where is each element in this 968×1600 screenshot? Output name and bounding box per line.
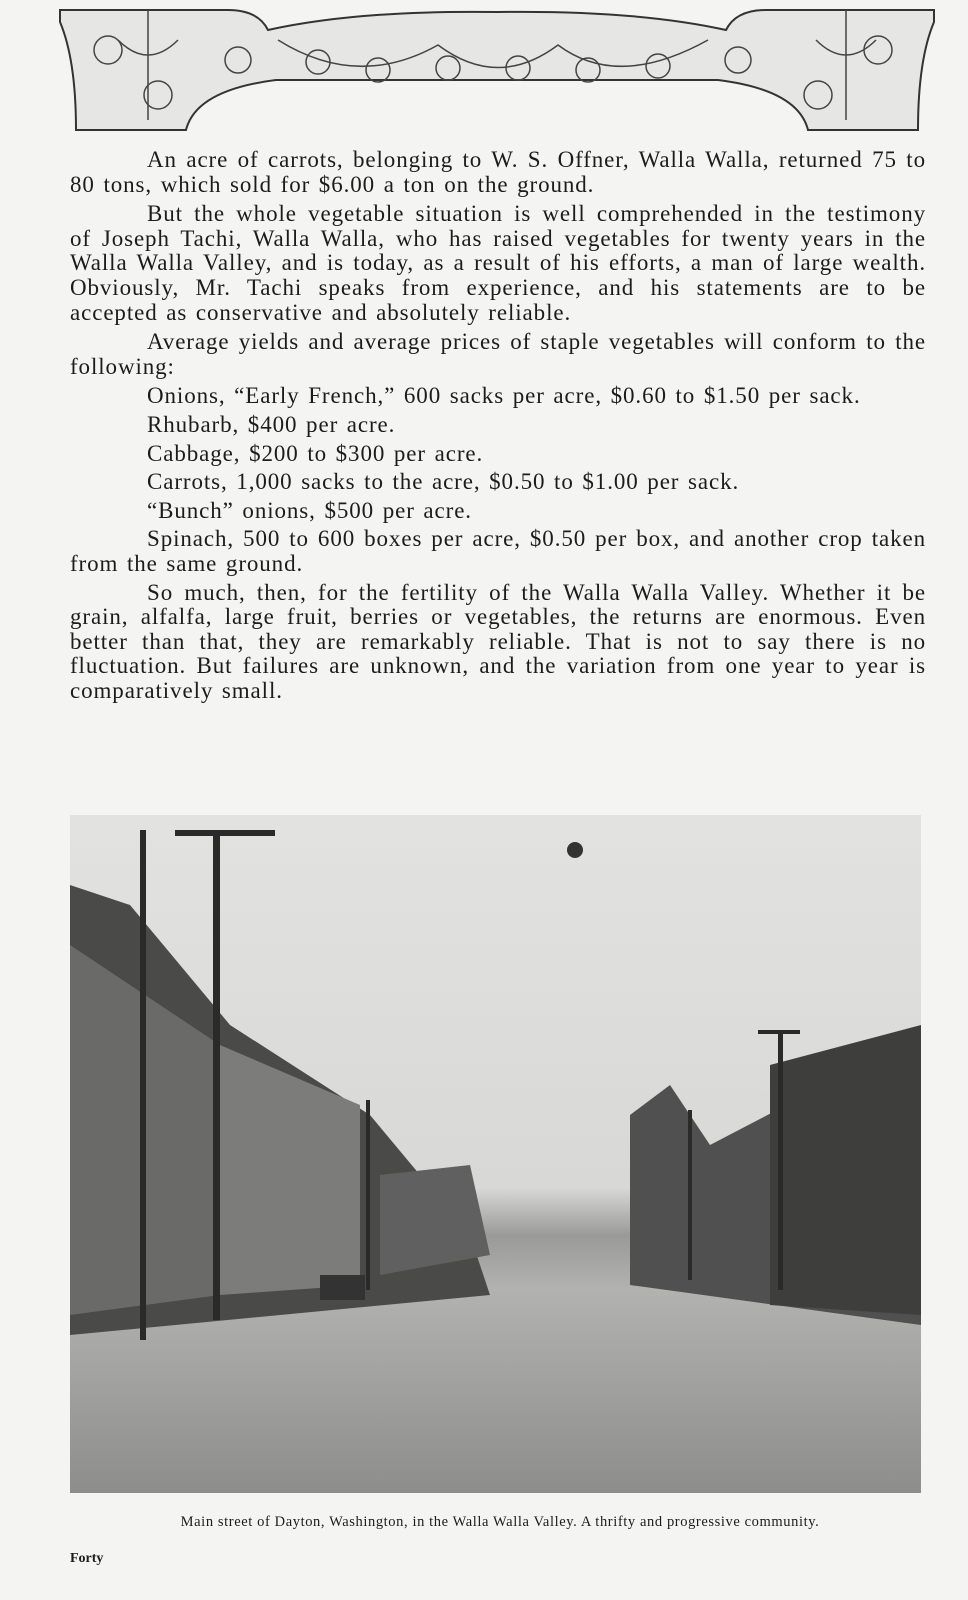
yield-item: Rhubarb, $400 per acre.: [147, 411, 396, 437]
decorative-header-ornament: [58, 0, 936, 135]
yield-item: Onions, “Early French,” 600 sacks per acre, $0.60 to $1.50 per sack.: [147, 383, 861, 409]
yield-item: Carrots, 1,000 sacks to the acre, $0.50 to $1.00 per sack.: [147, 469, 740, 495]
paragraph: An acre of carrots, belonging to W. S. Offner, Walla Walla, returned 75 to 80 tons, which sold for $6.00 a ton on the ground.: [70, 147, 926, 197]
yield-item: Cabbage, $200 to $300 per acre.: [147, 440, 484, 466]
street-photograph: [70, 815, 921, 1493]
paragraph: Average yields and average prices of staple vegetables will conform to the following:: [70, 329, 926, 379]
paragraph: So much, then, for the fertility of the Walla Walla Valley. Whether it be grain, alfalfa, large fruit, berries or vegetables, the returns are enormous. Even better than that, they are remarkably reliable. That is not to say there is no fluctuation. But failures are unknown, and the variation from one year to year is comparatively small.: [70, 579, 926, 703]
yield-item: Spinach, 500 to 600 boxes per acre, $0.50 per box, and another crop taken from the same ground.: [70, 526, 926, 576]
photo-caption: Main street of Dayton, Washington, in the Walla Walla Valley. A thrifty and progressive community.: [180, 1514, 820, 1530]
yield-item: “Bunch” onions, $500 per acre.: [147, 497, 472, 523]
street-scene-illustration: [70, 815, 921, 1493]
paragraph: But the whole vegetable situation is well comprehended in the testimony of Joseph Tachi, Walla Walla, who has raised vegetables for twenty years in the Walla Walla Valley, and is today, as a result of his efforts, a man of large wealth. Obviously, Mr. Tachi speaks from experience, and his statements are to be accepted as conservative and absolutely reliable.: [70, 201, 926, 325]
page-number: Forty: [70, 1551, 104, 1566]
article-body: [70, 148, 926, 708]
